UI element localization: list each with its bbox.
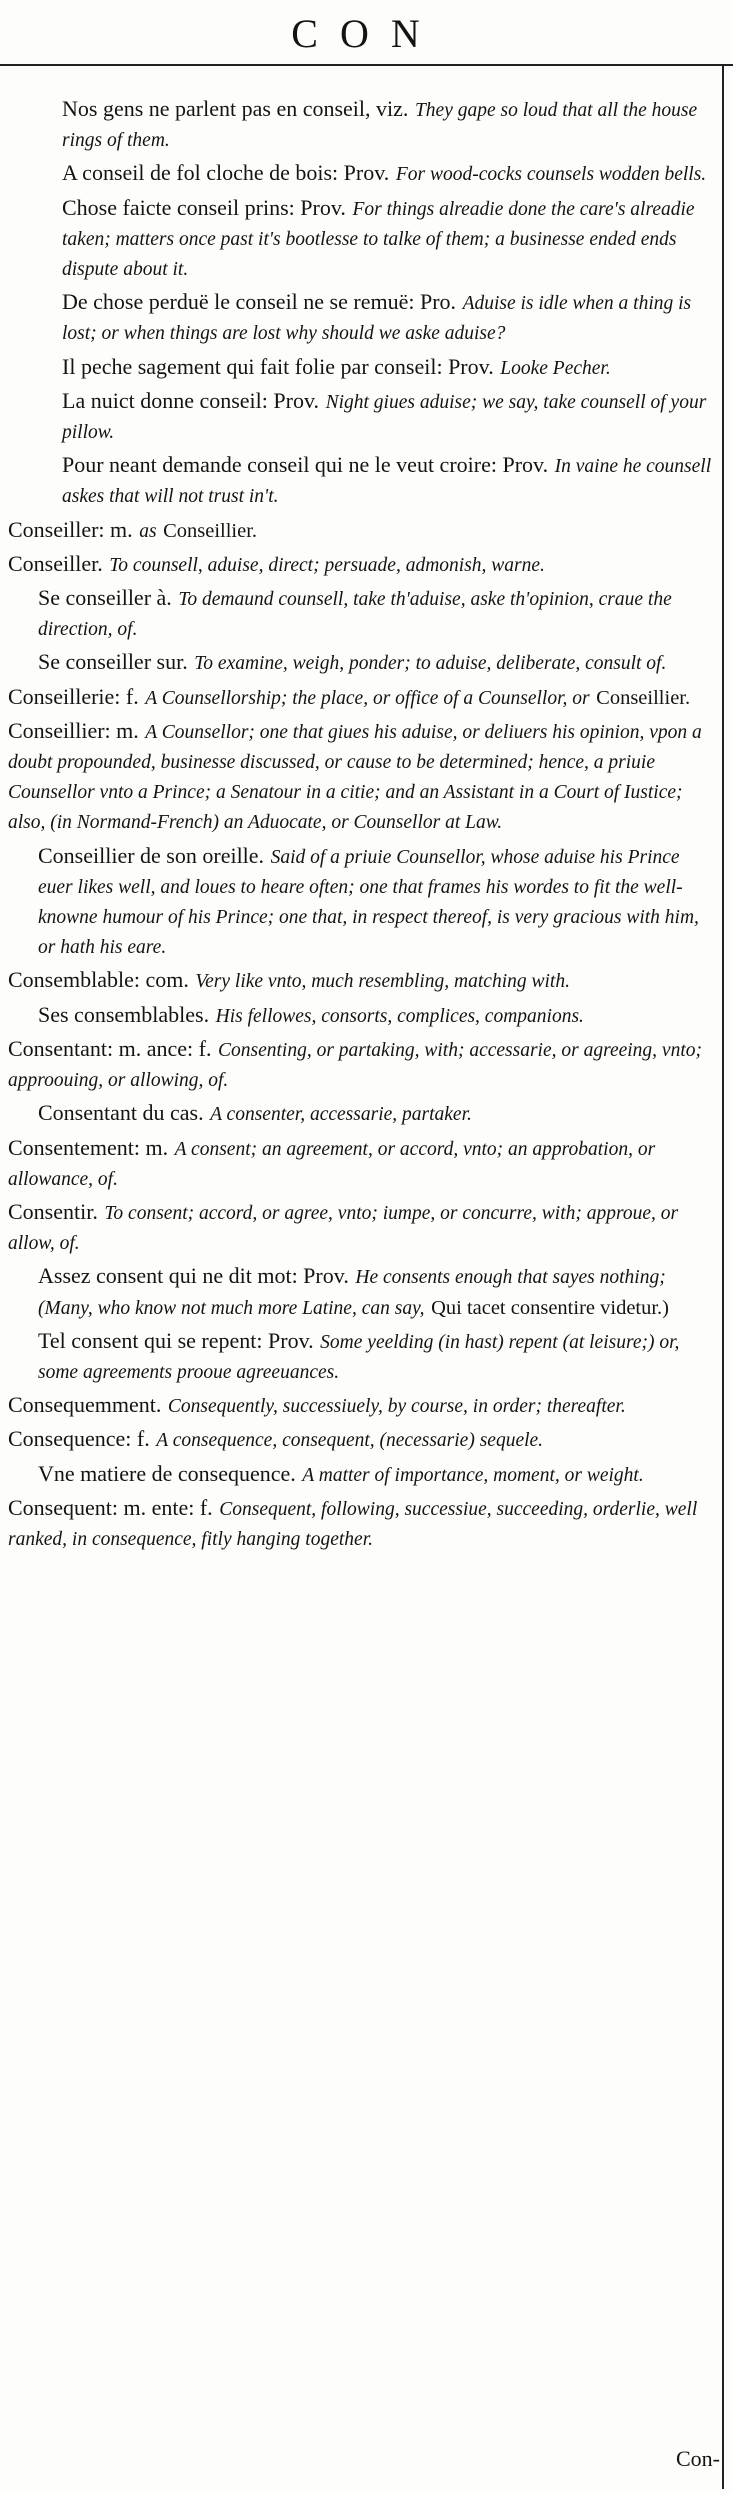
dictionary-entry	[8, 966, 714, 996]
entry-headword: A conseil de fol cloche de bois: Prov.	[62, 160, 390, 186]
dictionary-entry	[8, 1134, 714, 1194]
entry-headword: Se conseiller sur.	[38, 649, 188, 675]
entry-gloss: Looke Pecher.	[500, 357, 611, 379]
entry-gloss: He consents enough that sayes nothing; (Many, who know not much more Latine, can say,	[38, 1267, 666, 1319]
dictionary-entry	[8, 353, 714, 383]
entry-headword: Consequent: m. ente: f.	[8, 1494, 213, 1520]
entry-crossref: Qui tacet consentire videtur.)	[431, 1296, 670, 1319]
dictionary-entry	[8, 159, 714, 189]
entry-headword: Il peche sagement qui fait folie par conseil: Prov.	[62, 353, 494, 379]
entry-crossref: Conseillier.	[163, 519, 258, 542]
entry-headword: Consentir.	[8, 1198, 98, 1224]
entry-headword: Consequence: f.	[8, 1426, 150, 1452]
catchword: Con-	[676, 2446, 720, 2471]
dictionary-entry	[8, 194, 714, 285]
entry-headword: Pour neant demande conseil qui ne le veut croire: Prov.	[62, 452, 549, 478]
entry-gloss: A consenter, accessarie, partaker.	[210, 1104, 472, 1126]
entry-gloss: Consenting, or partaking, with; accessarie, or agreeing, vnto; approouing, or allowing, of.	[8, 1039, 702, 1092]
dictionary-entry	[8, 717, 714, 838]
entry-gloss: Consequently, successiuely, by course, in order; thereafter.	[167, 1396, 626, 1418]
entry-gloss: His fellowes, consorts, complices, companions.	[215, 1005, 584, 1027]
entry-headword: Ses consemblables.	[38, 1001, 210, 1027]
entry-headword: Conseillerie: f.	[8, 683, 139, 709]
entry-headword: La nuict donne conseil: Prov.	[62, 387, 320, 413]
dictionary-entry	[8, 1001, 714, 1031]
dictionary-entry	[8, 1198, 714, 1258]
entry-headword: Conseillier: m.	[8, 717, 139, 743]
dictionary-entry	[8, 451, 714, 511]
dictionary-entry	[8, 1099, 714, 1129]
dictionary-entry	[8, 516, 714, 546]
running-head: CON	[291, 11, 442, 56]
entry-headword: Consemblable: com.	[8, 967, 189, 993]
entry-headword: De chose perduë le conseil ne se remuë: Pro.	[62, 289, 457, 315]
entry-gloss: Aduise is idle when a thing is lost; or when things are lost why should we aske aduise?	[62, 293, 692, 345]
entry-gloss: A Counsellorship; the place, or office of a Counsellor, or	[145, 687, 590, 709]
entry-gloss: Consequent, following, successiue, succeeding, orderlie, well ranked, in consequence, fitly hanging together.	[8, 1498, 698, 1550]
dictionary-entry	[8, 1327, 714, 1387]
entry-gloss: To counsell, aduise, direct; persuade, admonish, warne.	[109, 554, 545, 576]
entry-headword: Vne matiere de consequence.	[38, 1460, 296, 1486]
entry-gloss: as	[139, 520, 157, 542]
entry-gloss: A Counsellor; one that giues his aduise, or deliuers his opinion, vpon a doubt propounded, businesse discussed, or cause to be determined; hence, a priuie Counsellor vnto a Prince; a Senatour in a citie; and an Assistant in a Court of Iustice; also, (in Normand-French) an Aduocate, or Counsellor at Law.	[8, 721, 702, 834]
dictionary-entry	[8, 1460, 714, 1490]
dictionary-entry	[8, 288, 714, 348]
entry-headword: Conseillier de son oreille.	[38, 842, 265, 868]
dictionary-entry	[8, 842, 714, 963]
entry-gloss: A consequence, consequent, (necessarie) sequele.	[156, 1430, 544, 1452]
entry-headword: Consequemment.	[8, 1392, 162, 1418]
entry-gloss: Night giues aduise; we say, take counsell of your pillow.	[62, 391, 707, 444]
dictionary-entry	[8, 550, 714, 580]
entry-headword: Chose faicte conseil prins: Prov.	[62, 194, 346, 220]
entry-gloss: In vaine he counsell askes that will not trust in't.	[62, 456, 712, 508]
dictionary-entry	[8, 683, 714, 713]
entry-headword: Se conseiller à.	[38, 585, 172, 611]
header-rule	[0, 64, 733, 66]
dictionary-entry	[8, 648, 714, 678]
dictionary-entry	[8, 1035, 714, 1095]
entry-gloss: Some yeelding (in hast) repent (at leisure;) or, some agreements prooue agreeuances.	[38, 1331, 680, 1383]
entry-gloss: To examine, weigh, ponder; to aduise, deliberate, consult of.	[194, 653, 667, 675]
entry-headword: Conseiller.	[8, 550, 103, 576]
dictionary-entry	[8, 1494, 714, 1554]
dictionary-entry	[8, 387, 714, 447]
dictionary-entry	[8, 1425, 714, 1455]
entry-list	[8, 95, 714, 1554]
entry-headword: Consentant: m. ance: f.	[8, 1035, 212, 1061]
dictionary-entry	[8, 95, 714, 155]
entry-crossref: Conseillier.	[596, 686, 691, 709]
entry-gloss: They gape so loud that all the house rings of them.	[62, 100, 698, 152]
entry-gloss: A consent; an agreement, or accord, vnto; an approbation, or allowance, of.	[8, 1138, 656, 1190]
entry-headword: Conseiller: m.	[8, 516, 133, 542]
entry-headword: Consentement: m.	[8, 1134, 169, 1160]
entry-gloss: For things alreadie done the care's alreadie taken; matters once past it's bootlesse to talke of them; a businesse ended ends dispute about it.	[62, 198, 695, 281]
dictionary-entry	[8, 1391, 714, 1421]
entry-gloss: A matter of importance, moment, or weight.	[302, 1464, 644, 1486]
dictionary-entry	[8, 584, 714, 644]
entry-headword: Consentant du cas.	[38, 1100, 204, 1126]
entry-gloss: To demaund counsell, take th'aduise, aske th'opinion, craue the direction, of.	[38, 589, 672, 641]
entry-gloss: For wood-cocks counsels wodden bells.	[395, 164, 707, 186]
entry-headword: Tel consent qui se repent: Prov.	[38, 1327, 314, 1353]
entry-gloss: Said of a priuie Counsellor, whose aduise his Prince euer likes well, and loues to heare often; one that frames his wordes to fit the well-knowne humour of his Prince; one that, in respect thereof, is very gracious with him, or hath his eare.	[38, 846, 699, 959]
entry-gloss: To consent; accord, or agree, vnto; iumpe, or concurre, with; approue, or allow, of.	[8, 1202, 679, 1255]
entry-headword: Nos gens ne parlent pas en conseil, viz.	[62, 96, 409, 121]
column-rule	[722, 64, 724, 2489]
entry-gloss: Very like vnto, much resembling, matching with.	[195, 971, 570, 993]
dictionary-entry	[8, 1262, 714, 1322]
entry-headword: Assez consent qui ne dit mot: Prov.	[38, 1263, 349, 1289]
